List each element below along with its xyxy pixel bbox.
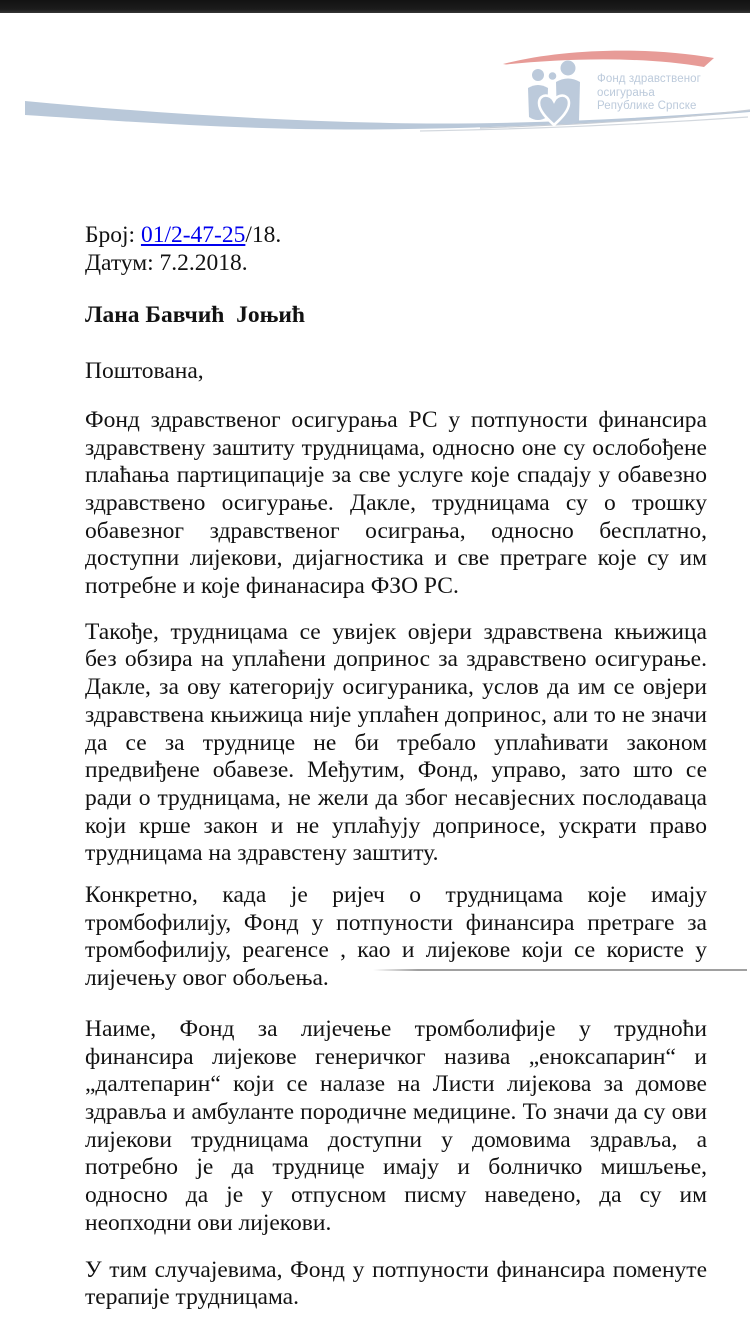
document-number-link[interactable]: 01/2-47-25: [140, 222, 246, 248]
recipient-name: Лана Бавчић Јоњић: [85, 302, 305, 329]
letter-paragraph: У тим случајевима, Фонд у потпуности финансира поменуте терапије трудницама.: [85, 1256, 707, 1311]
org-name-line2: Републике Српске: [597, 100, 697, 112]
letter-body: [85, 222, 707, 1312]
letter-paragraph: Фонд здравственог осигурања РС у потпуности финансира здравствену заштиту трудницама, односно оне су ослобођене плаћања партиципације за све услуге које спадају у обавезно здравствено осигурање. Дакле, трудницама су о трошку обавезног здравственог осиграња, односно бесплатно, доступни лијекови, дијагностика и све претраге које су им потребне и које финанасира ФЗО РС.: [85, 406, 707, 600]
document-date-line: Датум: 7.2.2018.: [85, 249, 248, 276]
child-head: [549, 72, 557, 80]
fzo-logo-icon: [517, 55, 595, 135]
org-name: [597, 73, 750, 114]
greeting: Поштована,: [85, 358, 204, 385]
right-figure-head: [561, 61, 576, 76]
letter-paragraph: Наиме, Фонд за лијечење тромболифије у трудноћи финансира лијекове генеричког назива „еноксапарин“ и „далтепарин“ који се налазе на Листи лијекова за домове здравља и амбуланте породичне медицине. То значи да су ови лијекови трудницама доступни у домовима здравља, а потребно је да труднице имају и болничко мишљење, односно да је у отпусном писму наведено, да су им неопходни ови лијекови.: [85, 1015, 707, 1236]
document-number-line: [85, 222, 707, 250]
document-number-suffix: /18.: [245, 222, 282, 248]
document-number-label: Број:: [85, 222, 141, 248]
letter-paragraph: Конкретно, када је ријеч о трудницама које имају тромбофилију, Фонд у потпуности финансира претраге за тромбофилију, реагенсе , као и лијекове који се користе у лијечењу овог обољења.: [85, 882, 707, 992]
org-name-line1: Фонд здравственог осигурања: [597, 73, 701, 99]
letter-paragraph: Такође, трудницама се увијек овјери здравствена књижица без обзира на уплаћени допринос за здравствено осигурање. Дакле, за ову категорију осигураника, услов да им се овјери здравствена књижица није уплаћен допринос, али то не значи да се за труднице не би требало уплаћивати законом предвиђене обавезе. Међутим, Фонд, управо, зато што се ради о трудницама, не жели да због несавјесних послодаваца који крше закон и не уплаћују доприносе, ускрати право трудницама на здравстену заштиту.: [85, 618, 707, 867]
left-figure-head: [532, 69, 544, 81]
